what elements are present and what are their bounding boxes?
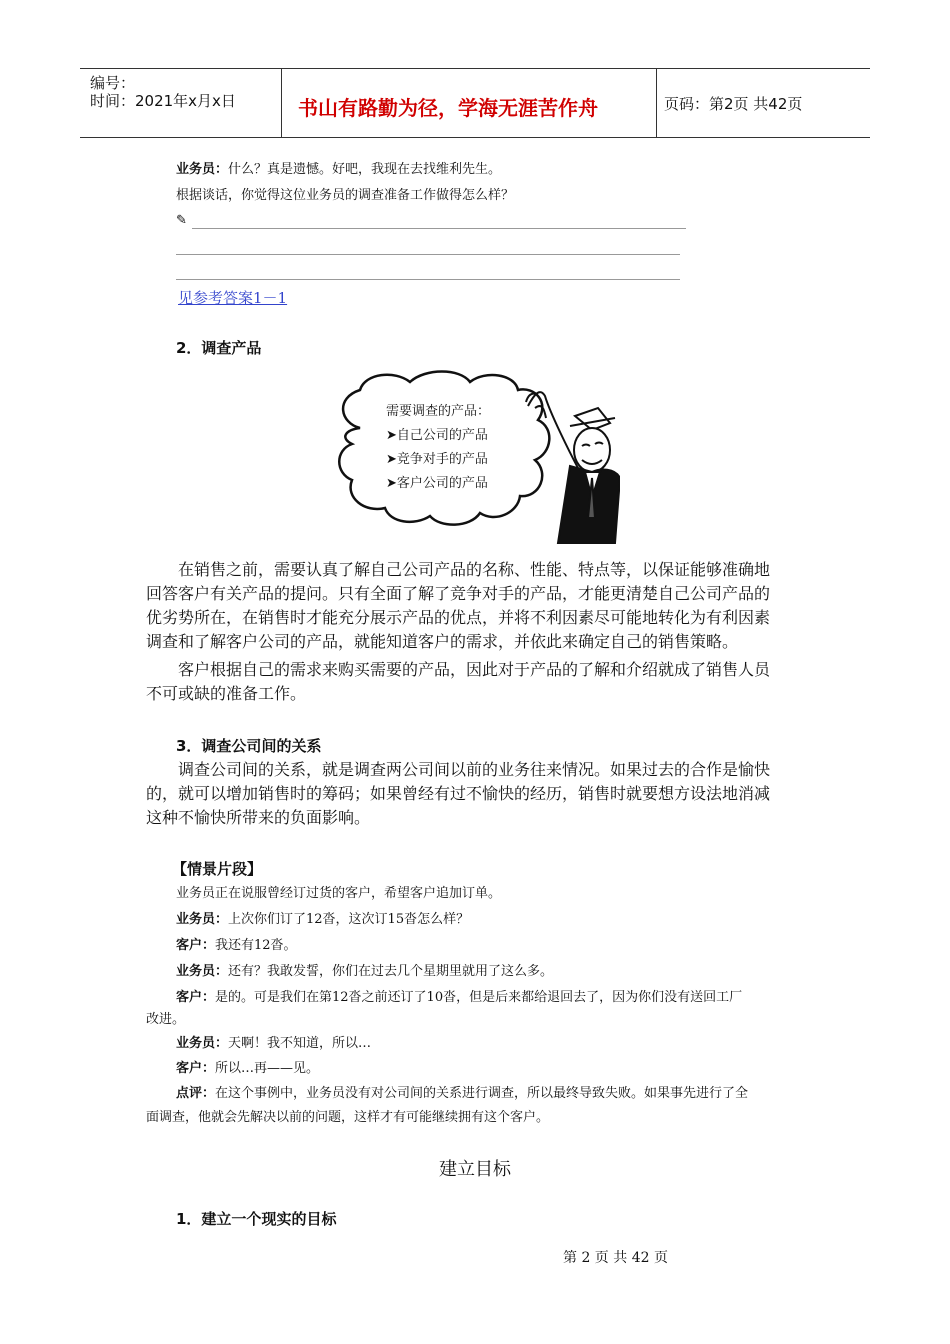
- section-heading: 2．调查产品: [176, 339, 262, 357]
- cloud-title: 需要调查的产品：: [386, 404, 491, 419]
- speaker-label: 业务员：: [176, 162, 229, 177]
- scene-heading: 【情景片段】: [172, 860, 263, 878]
- doc-number-label: 编号：: [90, 74, 136, 92]
- chapter-title: 建立目标: [439, 1159, 511, 1180]
- commentary-line: 点评：在这个事例中，业务员没有对公司间的关系进行调查，所以最终导致失败。如果事先进行了全: [176, 1086, 749, 1101]
- doc-time-label: 时间：2021年x月x日: [90, 92, 236, 110]
- cloud-text: [386, 400, 490, 496]
- dialog-line: 业务员：还有？我敢发誓，你们在过去几个星期里就用了这么多。: [176, 964, 554, 979]
- scene-intro: 业务员正在说服曾经订过货的客户，希望客户追加订单。: [176, 886, 502, 901]
- dialog-line: 客户：所以…再——见。: [176, 1061, 320, 1076]
- cloud-illustration: [330, 368, 620, 548]
- dialog-line: [176, 160, 501, 180]
- page-footer: 第 2 页 共 42 页: [563, 1250, 668, 1266]
- exercise-question: 根据谈话，你觉得这位业务员的调查准备工作做得怎么样？: [176, 188, 515, 203]
- arrow-bullet-icon: ➤: [386, 428, 397, 443]
- dialog-line: 业务员：天啊！我不知道，所以…: [176, 1036, 372, 1051]
- paragraph: 调查公司间的关系，就是调查两公司间以前的业务往来情况。如果过去的合作是愉快 的，就可以增加销售时的筹码；如果曾经有过不愉快的经历，销售时就要想方设法地消减 这种不愉快所带来的负面影响。: [146, 760, 771, 827]
- answer-line: [192, 228, 686, 229]
- cloud-item: ➤自己公司的产品: [386, 428, 488, 443]
- paragraph: 客户根据自己的需求来购买需要的产品，因此对于产品的了解和介绍就成了销售人员 不可或缺的准备工作。: [146, 660, 771, 703]
- page-info: 页码：第2页 共42页: [664, 95, 803, 113]
- dialog-line: 客户：是的。可是我们在第12沓之前还订了10沓，但是后来都给退回去了，因为你们没有送回工厂: [176, 990, 743, 1005]
- arrow-bullet-icon: ➤: [386, 476, 397, 491]
- cloud-item: ➤客户公司的产品: [386, 476, 488, 491]
- dialog-line: 客户：我还有12沓。: [176, 938, 297, 953]
- commentary-line: 面调查，他就会先解决以前的问题，这样才有可能继续拥有这个客户。: [146, 1110, 550, 1125]
- dialog-line: 业务员：上次你们订了12沓，这次订15沓怎么样？: [176, 912, 470, 927]
- answer-line: [176, 254, 680, 255]
- header-motto: 书山有路勤为径，学海无涯苦作舟: [298, 96, 598, 120]
- section-heading: 3．调查公司间的关系: [176, 737, 322, 755]
- speech-text: 什么？真是遗憾。好吧，我现在去找维利先生。: [228, 162, 502, 177]
- paragraph: 在销售之前，需要认真了解自己公司产品的名称、性能、特点等，以保证能够准确地 回答客户有关产品的提问。只有全面了解了竞争对手的产品，才能更清楚自己公司产品的 优劣势所在，在销售时才能充分展示产品的优点，并将不利因素尽可能地转化为有利因素 调查和了解客户公司的产品，就能知道客户的需求，并依此来确定自己的销售策略。: [146, 560, 771, 651]
- section-heading: 1．建立一个现实的目标: [176, 1210, 337, 1228]
- cloud-item: ➤竞争对手的产品: [386, 452, 488, 467]
- answer-line: [176, 279, 680, 280]
- arrow-bullet-icon: ➤: [386, 452, 397, 467]
- answer-reference-link[interactable]: 见参考答案1－1: [178, 289, 288, 307]
- pen-icon: ✎: [176, 213, 187, 228]
- dialog-line: 改进。: [146, 1012, 186, 1027]
